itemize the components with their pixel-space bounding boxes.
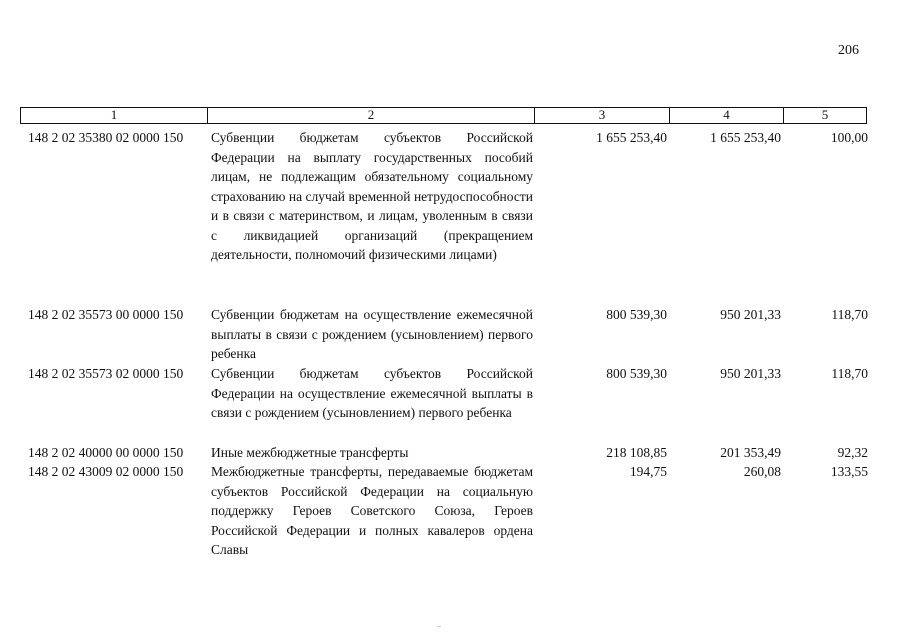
row-col3-value: 218 108,85 [606,445,667,460]
row-col5-value: 92,32 [837,445,868,460]
header-col-2: 2 [208,108,535,123]
row-description: Иные межбюджетные трансферты [211,445,409,460]
header-col-4: 4 [670,108,784,123]
header-col-1: 1 [21,108,208,123]
row-col4-value: 201 353,49 [720,445,781,460]
row-col3-value: 800 539,30 [606,307,667,322]
header-col-5: 5 [821,107,829,122]
row-description: Межбюджетные трансферты, передаваемые бюджетам субъектов Российской Федерации на социальную поддержку Героев Советского Союза, Героев Российской Федерации и полных кавалеров ордена Славы [211,464,533,557]
row-col3-value: 194,75 [629,464,667,479]
row-col5-value: 118,70 [831,307,868,322]
scan-mark [437,626,441,627]
row-col5-value: 100,00 [830,130,868,145]
row-code: 148 2 02 43009 02 0000 150 [28,464,184,479]
page-number: 206 [838,43,859,58]
row-description: Субвенции бюджетам субъектов Российской Федерации на осуществление ежемесячной выплаты в связи с рождением (усыновлением) первого ребенка [211,366,533,420]
row-code: 148 2 02 40000 00 0000 150 [28,445,184,460]
row-col4-value: 950 201,33 [720,366,781,381]
header-col-3: 3 [535,108,670,123]
row-col3-value: 1 655 253,40 [596,130,667,145]
row-col4-value: 1 655 253,40 [710,130,781,145]
row-code: 148 2 02 35573 02 0000 150 [28,366,184,381]
row-code: 148 2 02 35573 00 0000 150 [28,307,184,322]
row-col4-value: 950 201,33 [720,307,781,322]
row-col4-value: 260,08 [743,464,781,479]
row-col5-value: 118,70 [831,366,868,381]
row-description: Субвенции бюджетам на осуществление ежемесячной выплаты в связи с рождением (усыновлением) первого ребенка [211,307,533,361]
row-description: Субвенции бюджетам субъектов Российской Федерации на выплату государственных пособий лицам, не подлежащим обязательному социальному страхованию на случай временной нетрудоспособности и в связи с материнством, и лицам, уволенным в связи с ликвидацией организаций (прекращением деятельности, полномочий физическими лицами) [211,130,533,262]
row-col5-value: 133,55 [830,464,868,479]
table-header [20,107,867,124]
row-code: 148 2 02 35380 02 0000 150 [28,130,184,145]
row-col3-value: 800 539,30 [606,366,667,381]
